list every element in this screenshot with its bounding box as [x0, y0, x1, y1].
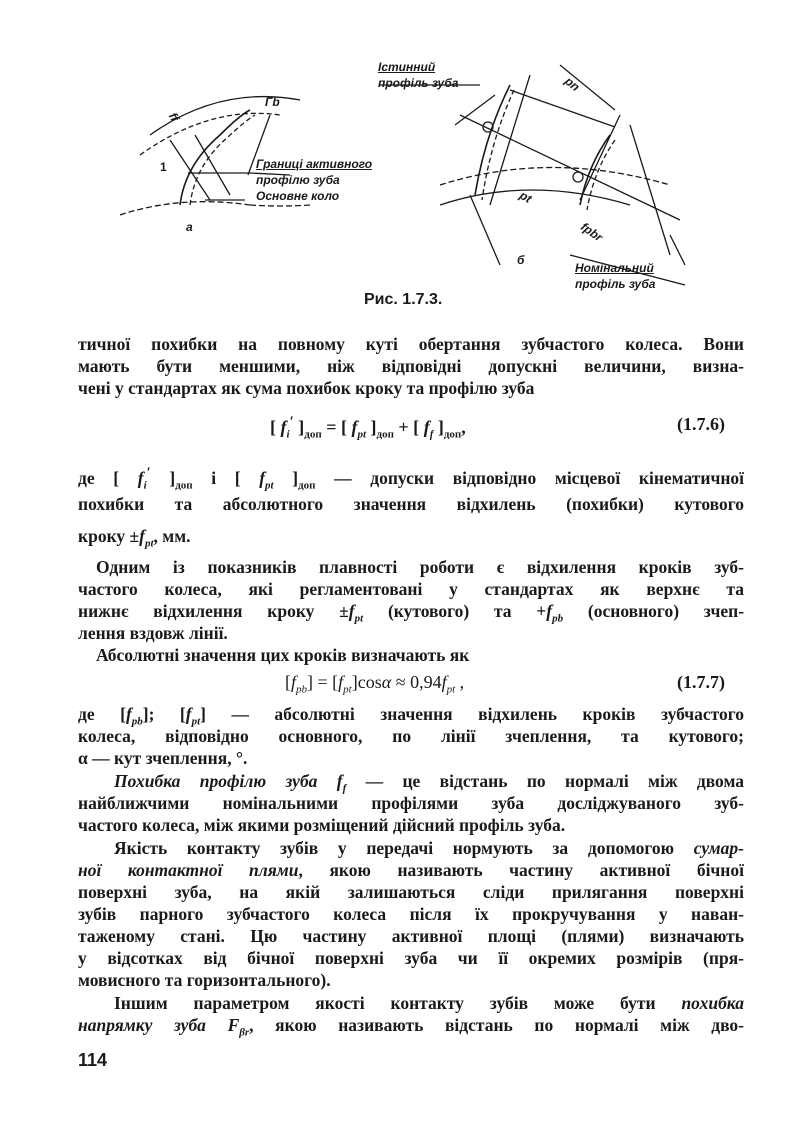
page-number: 114: [78, 1050, 108, 1070]
text-line: тичної похибки на повному куті обертання зубчастого колеса. Вони: [78, 334, 744, 354]
equation-number: (1.7.6): [677, 414, 725, 434]
label-b: б: [517, 253, 525, 267]
boundaries-label: Границі активного: [256, 157, 373, 171]
text-line: Абсолютні значення цих кроків визначають як: [96, 645, 470, 665]
text-line: колеса, відповідно основного, по лінії зчеплення, та кутового;: [78, 726, 744, 746]
pt-label: pt: [517, 188, 535, 206]
text-line: Похибка профілю зуба $f_f$ — це відстань по нормалі між двома: [114, 771, 744, 795]
text-line: найближчими номінальними профілями зуба досліджуваного зуб-: [78, 793, 744, 813]
label-1: 1: [160, 160, 167, 174]
text-line: нижнє відхилення кроку $\pm f_{pt}$ (кутового) та $+f_{pb}$ (основного) зчеп-: [78, 601, 745, 625]
text-line: мають бути меншими, ніж відповідні допускні величини, визна-: [78, 356, 744, 376]
text-line: чені у стандартах як сума похибок кроку та профілю зуба: [78, 378, 535, 398]
text-line: Якість контакту зубів у передачі нормують за допомогою сумар-: [114, 838, 744, 858]
fpbr-label: fpbr: [578, 219, 606, 245]
text-line: зубів парного зубчастого колеса після їх прокручування у наван-: [78, 904, 744, 924]
label-a: а: [186, 220, 193, 234]
text-line: таженому стані. Цю частину активної площі (плями) визначають: [78, 926, 744, 946]
true-profile-label-2: профіль зуба: [378, 76, 459, 90]
boundaries-label-2: профілю зуба: [256, 173, 340, 187]
figure-1-7-3: [110, 55, 710, 305]
text-line: де [ $f_i'$ ]$_{доп}$ і [ $f_{pt}$ ]$_{доп}$ — допуски відповідно місцевої кінематичної: [78, 465, 745, 492]
text-line: мовисного та горизонтального).: [78, 970, 331, 990]
base-circle-label: Основне коло: [256, 189, 340, 203]
true-profile-label: Істинний: [378, 60, 436, 74]
text-line: де $[f_{pb}]$; $[f_{pt}]$ — абсолютні значення відхилень кроків зубчастого: [78, 704, 744, 728]
text-line: поверхні зуба, на якій залишаються сліди прилягання поверхні: [78, 882, 744, 902]
text-line: α — кут зчеплення, °.: [78, 748, 248, 768]
text-line: напрямку зуба $F_{\beta r}$, якою називають відстань по нормалі між дво-: [78, 1015, 745, 1039]
text-line: у відсотках від бічної поверхні зуба чи її окремих розмірів (пря-: [78, 948, 744, 968]
text-line: ної контактної плями, якою називають частину активної бічної: [78, 860, 744, 880]
text-line: частого колеса, між якими розміщений дійсний профіль зуба.: [78, 815, 566, 835]
text-line: частого колеса, які регламентовані у стандартах як верхнє та: [78, 579, 744, 599]
equation-1-7-6: [ $f_i'$ ]$_{доп}$ = [ $f_{pt}$ ]$_{доп}$ + [ $f_f$ ]$_{доп}$,: [270, 414, 466, 441]
nominal-profile-label: Номінальний: [575, 261, 654, 275]
text-line: лення вздовж лінії.: [78, 623, 228, 643]
gamma-b-label: Гb: [265, 95, 280, 109]
equation-number: (1.7.7): [677, 672, 725, 692]
nominal-profile-label-2: профіль зуба: [575, 277, 656, 291]
text-line: Іншим параметром якості контакту зубів може бути похибка: [114, 993, 744, 1013]
text-line: кроку $\pm f_{pt}$, мм.: [78, 526, 191, 550]
text-line: похибки та абсолютного значення відхилень (похибки) кутового: [78, 494, 744, 514]
text-line: Одним із показників плавності роботи є відхилення кроків зуб-: [96, 557, 744, 577]
equation-1-7-7: $[f_{pb}] = [f_{pt}]\cos\alpha \approx 0,94f_{pt}$ ,: [285, 672, 465, 696]
figure-caption: Рис. 1.7.3.: [364, 291, 443, 308]
ft-label: ff: [165, 110, 182, 124]
pn-label: pn: [562, 73, 583, 95]
